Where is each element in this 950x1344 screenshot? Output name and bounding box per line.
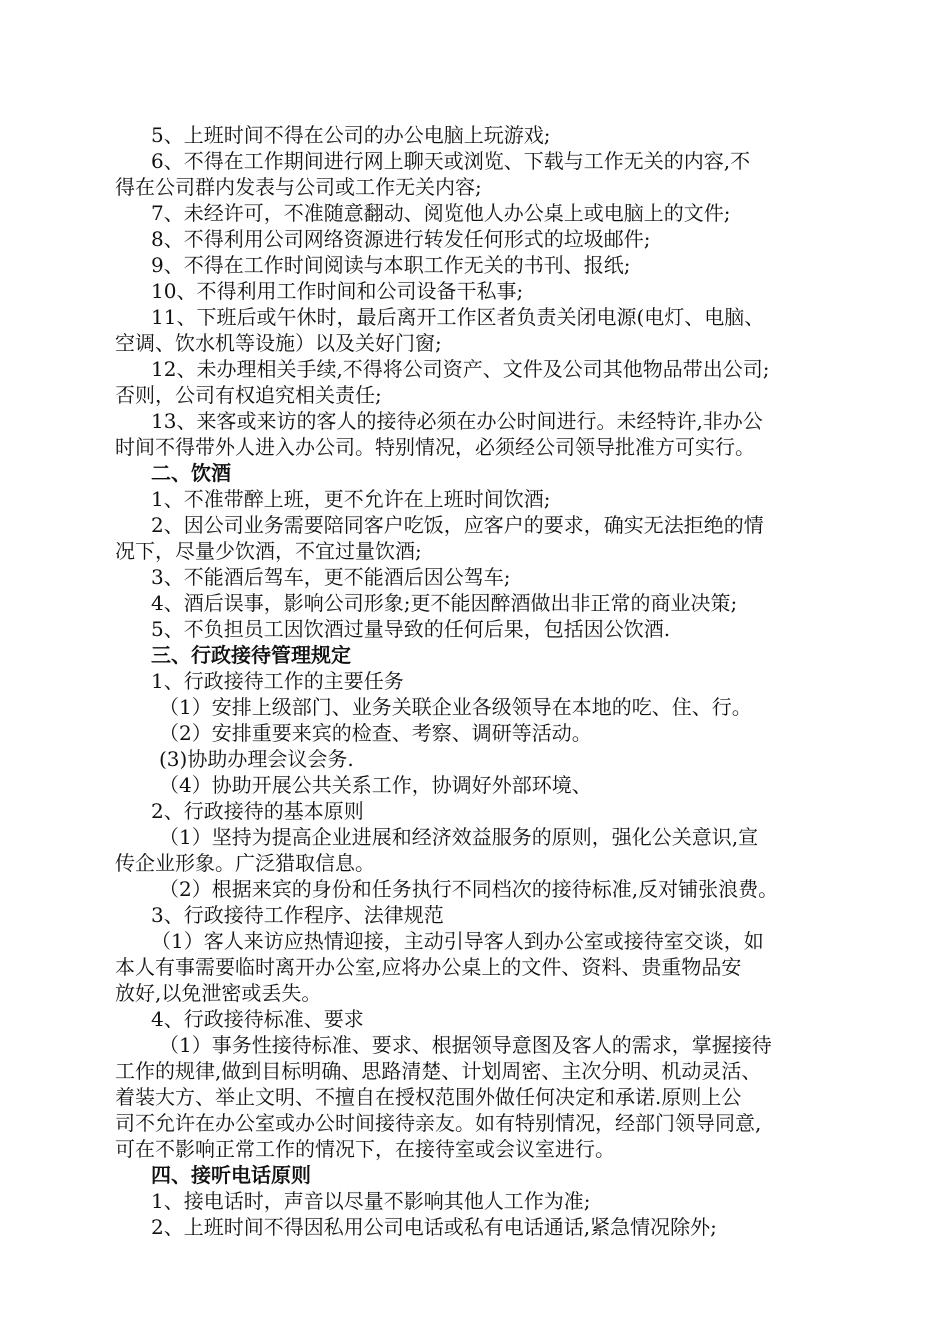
text-line: 本人有事需要临时离开办公室,应将办公桌上的文件、资料、贵重物品安 [115, 955, 742, 979]
text-line: （1）安排上级部门、业务关联企业各级领导在本地的吃、住、行。 [159, 695, 752, 719]
text-line: 时间不得带外人进入办公司。特别情况，必须经公司领导批准方可实行。 [115, 435, 755, 459]
text-line: 否则，公司有权追究相关责任; [115, 383, 382, 407]
text-line: 13、来客或来访的客人的接待必须在办公时间进行。未经特许,非办公 [151, 409, 763, 433]
text-line: 3、行政接待工作程序、法律规范 [151, 903, 444, 927]
text-line: 1、不准带醉上班，更不允许在上班时间饮酒; [151, 487, 551, 511]
text-line: (3)协助办理会议会务. [159, 747, 354, 771]
section-heading: 二、饮酒 [151, 461, 231, 485]
text-line: 4、行政接待标准、要求 [151, 1007, 364, 1031]
text-line: 12、未办理相关手续,不得将公司资产、文件及公司其他物品带出公司; [151, 357, 770, 381]
section-heading: 四、接听电话原则 [151, 1163, 311, 1187]
text-line: 4、酒后误事，影响公司形象;更不能因醉酒做出非正常的商业决策; [151, 591, 738, 615]
text-line: 6、不得在工作期间进行网上聊天或浏览、下载与工作无关的内容,不 [151, 149, 751, 173]
document-body [115, 122, 845, 1240]
text-line: 7、未经许可，不准随意翻动、阅览他人办公桌上或电脑上的文件; [151, 201, 731, 225]
text-line: （4）协助开展公共关系工作，协调好外部环境、 [159, 773, 592, 797]
text-line: 11、下班后或午休时，最后离开工作区者负责关闭电源(电灯、电脑、 [151, 305, 765, 329]
text-line: 8、不得利用公司网络资源进行转发任何形式的垃圾邮件; [151, 227, 651, 251]
text-line: （1）客人来访应热情迎接，主动引导客人到办公室或接待室交谈，如 [151, 929, 764, 953]
text-line: 5、上班时间不得在公司的办公电脑上玩游戏; [151, 123, 551, 147]
text-line: 可在不影响正常工作的情况下，在接待室或会议室进行。 [115, 1137, 615, 1161]
text-line: 空调、饮水机等设施）以及关好门窗; [115, 331, 442, 355]
text-line: 得在公司群内发表与公司或工作无关内容; [115, 175, 482, 199]
text-line: 工作的规律,做到目标明确、思路清楚、计划周密、主次分明、机动灵活、 [115, 1059, 762, 1083]
text-line: 1、接电话时，声音以尽量不影响其他人工作为准; [151, 1189, 591, 1213]
text-line: 传企业形象。广泛猎取信息。 [115, 851, 375, 875]
text-line: 2、行政接待的基本原则 [151, 799, 364, 823]
text-line: 着装大方、举止文明、不擅自在授权范围外做任何决定和承诺.原则上公 [115, 1085, 742, 1109]
text-line: 1、行政接待工作的主要任务 [151, 669, 404, 693]
text-line: 3、不能酒后驾车，更不能酒后因公驾车; [151, 565, 511, 589]
text-line: （1）事务性接待标准、要求、根据领导意图及客人的需求，掌握接待 [159, 1033, 772, 1057]
text-line: （1）坚持为提高企业进展和经济效益服务的原则，强化公关意识,宣 [159, 825, 759, 849]
text-line: 10、不得利用工作时间和公司设备干私事; [151, 279, 524, 303]
text-line: 2、因公司业务需要陪同客户吃饭，应客户的要求，确实无法拒绝的情 [151, 513, 764, 537]
section-heading: 三、行政接待管理规定 [151, 643, 351, 667]
text-line: （2）安排重要来宾的检查、考察、调研等活动。 [159, 721, 592, 745]
text-line: （2）根据来宾的身份和任务执行不同档次的接待标准,反对铺张浪费。 [159, 877, 779, 901]
text-line: 2、上班时间不得因私用公司电话或私有电话通话,紧急情况除外; [151, 1215, 717, 1239]
text-line: 司不允许在办公室或办公时间接待亲友。如有特别情况，经部门领导同意, [115, 1111, 762, 1135]
text-line: 9、不得在工作时间阅读与本职工作无关的书刊、报纸; [151, 253, 631, 277]
text-line: 况下，尽量少饮酒，不宜过量饮酒; [115, 539, 422, 563]
text-line: 放好,以免泄密或丢失。 [115, 981, 322, 1005]
text-line: 5、不负担员工因饮酒过量导致的任何后果，包括因公饮酒. [151, 617, 671, 641]
